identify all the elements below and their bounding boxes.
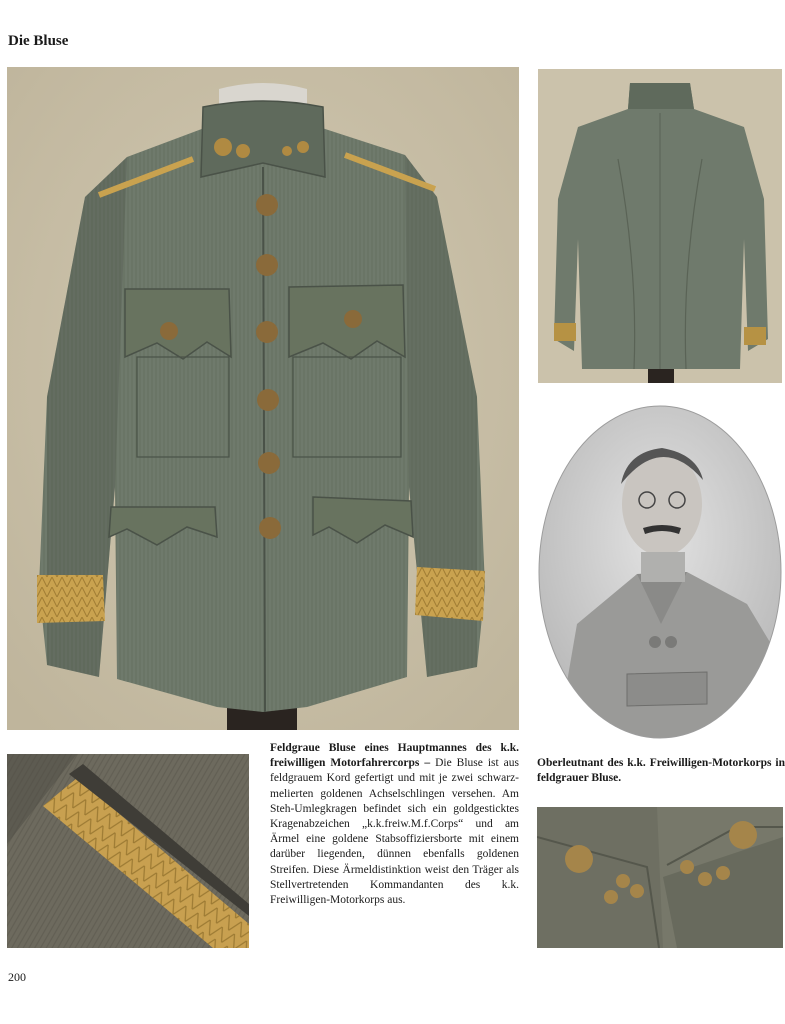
collar-detail-photo [537,807,783,948]
main-caption [270,741,519,908]
main-caption-body: Die Bluse ist aus feldgrauem Kord gefertigt und mit je zwei schwarz-melierten goldenen Achselschlingen versehen. Am Steh-Umlegkragen befindet sich ein goldgesticktes Kragenabzeichen „k.k.freiw.M.f.Corps“ und am Ärmel eine goldene Stabsoffiziersborte mit einem darüber liegenden, dünnen ebenfalls goldenen Streifen. Diese Ärmeldistinktion weist den Träger als Stellvertretenden Kommandanten des k.k. Freiwilligen-Motorkorps aus. [270,757,520,907]
main-caption-lead: Feldgraue Bluse eines Hauptmannes des k.k. freiwilligen Motorfahrercorps – [270,742,519,770]
page-number: 200 [8,970,26,984]
sleeve-detail-photo [7,754,249,948]
portrait-caption: Oberleutnant des k.k. Freiwilligen-Motorkorps in feldgrauer Bluse. [537,757,785,785]
tunic-back-photo [538,69,782,383]
officer-portrait-photo [537,404,783,740]
section-title: Die Bluse [8,33,69,49]
tunic-front-photo [7,67,519,730]
